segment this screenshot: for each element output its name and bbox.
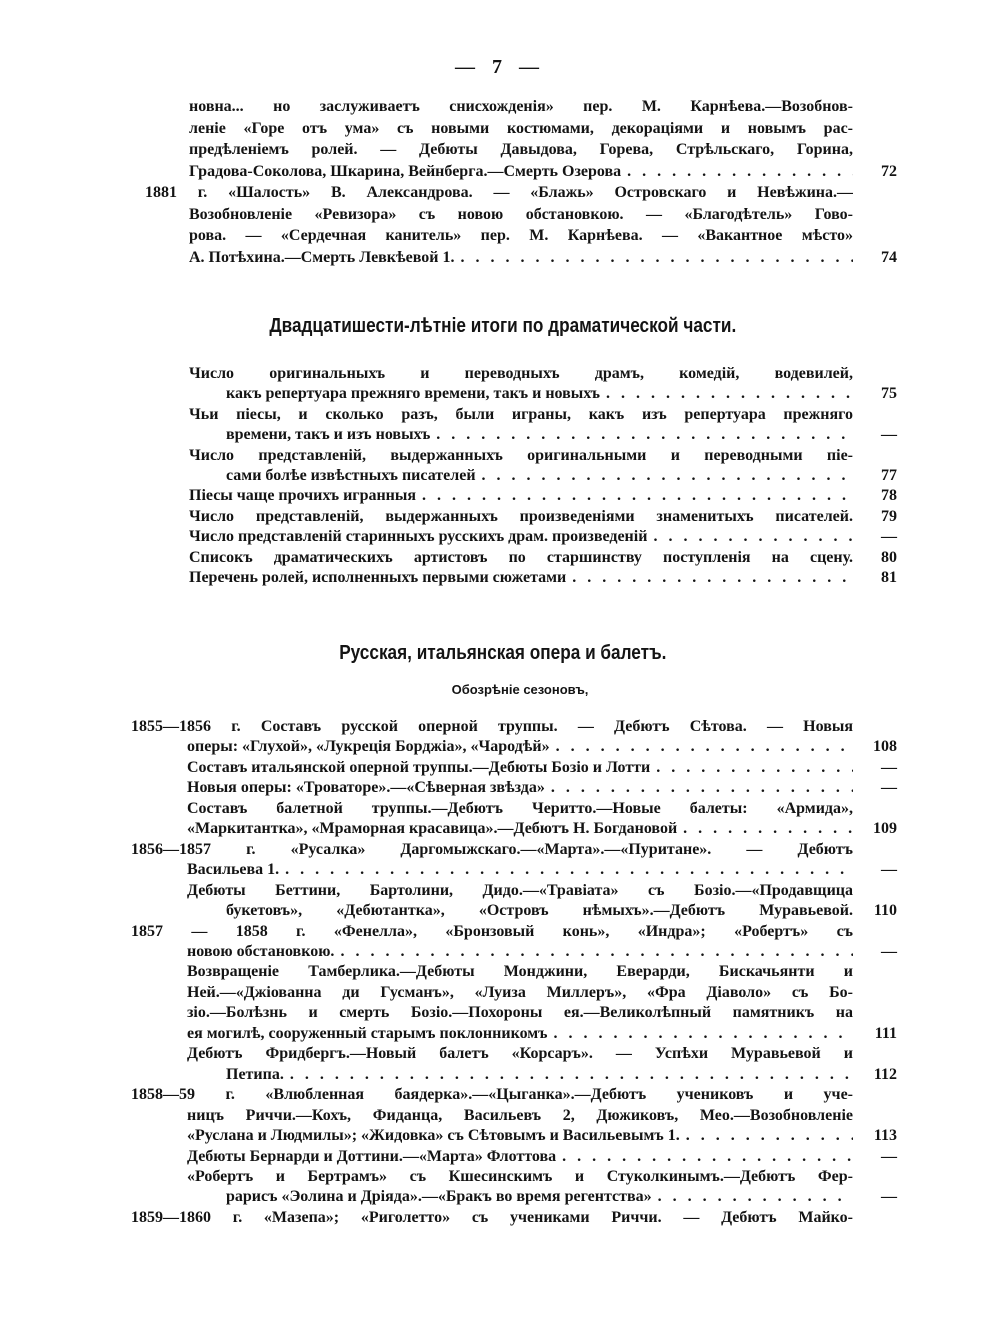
toc-entry-text: Васильева 1. — [187, 861, 280, 879]
toc-entry-text: Піесы чаще прочихъ игранныя — [189, 487, 417, 505]
toc-entry-text: 1858—59 г. «Влюбленная баядерка».—«Цыганка».—Дебютъ учениковъ и уче- — [131, 1086, 853, 1104]
toc-line — [0, 717, 1000, 737]
toc-entry-text: Число оригинальныхъ и переводныхъ драмъ, комедій, водевилей, — [189, 365, 853, 382]
dot-leader — [482, 466, 853, 486]
toc-page-number: 108 — [873, 738, 897, 756]
toc-line — [0, 778, 1000, 798]
toc-line — [0, 548, 1000, 568]
toc-section-drama-totals — [0, 364, 1000, 588]
toc-section-opera-ballet — [0, 717, 1000, 1228]
toc-entry-body — [187, 1003, 853, 1023]
toc-line — [0, 446, 1000, 466]
toc-entry-body — [189, 527, 853, 547]
dot-leader — [556, 737, 853, 757]
toc-entry-text: Дебютъ Фридбергъ.—Новый балетъ «Корсаръ». — Успѣхи Муравьевой и — [187, 1045, 853, 1063]
toc-entry-body — [187, 1044, 853, 1064]
toc-entry-text: Число представленій, выдержанныхъ оригинальными и переводными пie- — [189, 446, 853, 464]
toc-entry-body — [187, 778, 853, 798]
toc-entry-body — [187, 1024, 853, 1044]
toc-line — [0, 1106, 1000, 1126]
page-number: — 7 — — [455, 56, 545, 78]
toc-page-number: — — [881, 942, 897, 960]
toc-line — [0, 139, 1000, 161]
toc-entry-text: Возвращеніе Тамберлика.—Дебюты Монджини, Еверарди, Бискачьянти и — [187, 963, 853, 981]
toc-page-number: 112 — [873, 1065, 897, 1083]
toc-entry-body — [145, 182, 853, 204]
dot-leader — [554, 1024, 854, 1044]
dot-leader — [422, 486, 853, 506]
toc-line — [0, 182, 1000, 204]
toc-entry-body — [187, 962, 853, 982]
toc-entry-text: Составъ балетной труппы.—Дебютъ Черитто.—Новые балеты: «Армида», — [187, 799, 853, 817]
toc-page-number: — — [881, 426, 897, 444]
toc-line — [0, 425, 1000, 445]
dot-leader — [460, 247, 853, 269]
toc-entry-body — [187, 881, 853, 901]
toc-entry-body — [189, 204, 853, 226]
toc-line — [0, 225, 1000, 247]
toc-entry-body — [226, 901, 853, 921]
toc-line — [0, 527, 1000, 547]
toc-page-number: 80 — [881, 548, 897, 566]
toc-line — [0, 568, 1000, 588]
toc-entry-body — [189, 548, 853, 568]
dot-leader — [606, 384, 853, 404]
toc-entry-text: 1881 г. «Шалость» В. Александрова. — «Блажь» Островскаго и Невѣжина.— — [145, 184, 853, 201]
toc-line — [0, 1147, 1000, 1167]
toc-entry-text: Новыя оперы: «Троваторе».—«Сѣверная звѣзда» — [187, 779, 545, 797]
toc-entry-body — [189, 568, 853, 588]
dot-leader — [627, 161, 853, 183]
toc-line — [0, 161, 1000, 183]
toc-page-number: 79 — [881, 507, 897, 525]
toc-entry-text: 1859—1860 г. «Мазепа»; «Риголетто» съ учениками Риччи. — Дебютъ Майко- — [131, 1208, 853, 1226]
toc-entry-body — [131, 922, 853, 942]
toc-page-number: — — [881, 758, 897, 776]
toc-page-number: 77 — [881, 466, 897, 484]
toc-line — [0, 1167, 1000, 1187]
toc-page-number: 72 — [881, 162, 897, 180]
toc-line — [0, 881, 1000, 901]
toc-entry-text: Число представленій старинныхъ русскихъ драм. произведеній — [189, 528, 648, 546]
dot-leader — [340, 942, 853, 962]
toc-entry-text: сами болѣе извѣстныхъ писателей — [226, 466, 476, 484]
toc-line — [0, 1187, 1000, 1207]
toc-entry-text: 1856—1857 г. «Русалка» Даргомыжскаго.—«Марта».—«Пуритане». — Дебютъ — [131, 840, 853, 858]
toc-page-number: — — [881, 779, 897, 797]
toc-entry-text: леніе «Горе отъ ума» съ новыми костюмами, декораціями и новымъ рас- — [189, 119, 853, 137]
toc-line — [0, 758, 1000, 778]
toc-entry-body — [187, 1167, 853, 1187]
toc-entry-body — [187, 860, 853, 880]
toc-entry-text: зіо.—Болѣзнь и смерть Бозіо.—Похороны ея.—Великолѣпный памятникъ на — [187, 1004, 853, 1022]
toc-entry-body — [187, 737, 853, 757]
toc-entry-text: Число представленій, выдержанныхъ произведеніями знаменитыхъ писателей. — [189, 507, 853, 525]
toc-line — [0, 860, 1000, 880]
toc-page-number: — — [881, 528, 897, 546]
toc-entry-text: Перечень ролей, исполненныхъ первыми сюжетами — [189, 568, 567, 586]
toc-entry-body — [187, 758, 853, 778]
toc-line — [0, 922, 1000, 942]
toc-line — [0, 507, 1000, 527]
dot-leader — [436, 425, 853, 445]
toc-page-number: 78 — [881, 487, 897, 505]
toc-page-number: 113 — [873, 1127, 897, 1145]
toc-entry-body — [187, 1147, 853, 1167]
toc-entry-body — [187, 942, 853, 962]
toc-entry-body — [189, 118, 853, 140]
toc-line — [0, 1044, 1000, 1064]
toc-line — [0, 96, 1000, 118]
dot-leader — [551, 778, 853, 798]
toc-line — [0, 204, 1000, 226]
toc-line — [0, 1126, 1000, 1146]
dot-leader — [562, 1147, 853, 1167]
toc-line — [0, 799, 1000, 819]
toc-line — [0, 737, 1000, 757]
toc-line — [0, 962, 1000, 982]
dot-leader — [656, 758, 853, 778]
toc-entry-text: времени, такъ и изъ новыхъ — [226, 426, 431, 444]
toc-entry-body — [187, 819, 853, 839]
toc-entry-text: Возобновленіе «Ревизора» съ новою обстановкою. — «Благодѣтель» Гово- — [189, 205, 853, 223]
section-heading-drama-totals: Двадцатишести-лѣтніе итоги по драматической части. — [269, 315, 737, 337]
toc-entry-body — [187, 1126, 853, 1146]
toc-line — [0, 1208, 1000, 1228]
toc-entry-text: Составъ итальянской оперной труппы.—Дебюты Бозіо и Лотти — [187, 758, 651, 776]
toc-entry-body — [189, 446, 853, 466]
toc-entry-text: Дебюты Беттини, Бартолини, Дидо.—«Травіата» съ Бозіо.—«Продавщица — [187, 881, 853, 899]
toc-entry-body — [187, 983, 853, 1003]
toc-line — [0, 819, 1000, 839]
dot-leader — [572, 568, 853, 588]
toc-section-drama-seasons — [0, 96, 1000, 268]
toc-line — [0, 840, 1000, 860]
toc-entry-body — [189, 139, 853, 161]
toc-page-number: 75 — [881, 385, 897, 403]
toc-page-number: 109 — [873, 820, 897, 838]
toc-page-number: 81 — [881, 568, 897, 586]
toc-line — [0, 942, 1000, 962]
toc-entry-body — [189, 225, 853, 247]
toc-line — [0, 486, 1000, 506]
toc-entry-text: рова. — «Сердечная канитель» пер. М. Карнѣева. — «Вакантное мѣсто» — [189, 227, 853, 244]
toc-line — [0, 1085, 1000, 1105]
toc-entry-text: Градова-Соколова, Шкарина, Вейнберга.—Смерть Озерова — [189, 162, 622, 180]
toc-entry-body — [131, 717, 853, 737]
toc-entry-text: предѣленіемъ ролей. — Дебюты Давыдова, Горева, Стрѣльскаго, Горина, — [189, 141, 853, 158]
toc-entry-body — [189, 161, 853, 183]
toc-entry-body — [226, 384, 853, 404]
toc-line — [0, 384, 1000, 404]
toc-entry-body — [189, 364, 853, 384]
toc-entry-text: новою обстановкою. — [187, 942, 335, 960]
toc-entry-text: Петипа. — [226, 1065, 284, 1083]
toc-entry-text: ницъ Риччи.—Кохъ, Фиданца, Васильевъ 2, Дюжиковъ, Мео.—Возобновленіе — [187, 1106, 853, 1124]
toc-entry-body — [226, 425, 853, 445]
dot-leader — [290, 1065, 853, 1085]
toc-entry-text: ея могилѣ, сооруженный старымъ поклонникомъ — [187, 1024, 548, 1042]
toc-page-number: 74 — [881, 248, 897, 266]
toc-entry-body — [226, 466, 853, 486]
toc-entry-body — [189, 405, 853, 425]
toc-entry-text: какъ репертуара прежняго времени, такъ и новыхъ — [226, 385, 600, 403]
toc-entry-text: Дебюты Бернарди и Доттини.—«Марта» Флоттова — [187, 1147, 557, 1165]
dot-leader — [683, 819, 853, 839]
toc-line — [0, 364, 1000, 384]
toc-entry-body — [131, 1085, 853, 1105]
section-subheading-seasons: Обозрѣніе сезоновъ, — [451, 682, 589, 697]
toc-entry-body — [226, 1065, 853, 1085]
toc-entry-text: букетовъ», «Дебютантка», «Островъ нѣмыхъ».—Дебютъ Муравьевой. — [226, 902, 853, 920]
toc-line — [0, 405, 1000, 425]
toc-entry-text: оперы: «Глухой», «Лукреція Борджіа», «Чародѣй» — [187, 738, 550, 756]
toc-entry-text: Списокъ драматическихъ артистовъ по старшинству поступленія на сцену. — [189, 548, 853, 566]
toc-entry-text: «Руслана и Людмилы»; «Жидовка» съ Сѣтовымъ и Васильевымъ 1. — [187, 1127, 680, 1145]
toc-line — [0, 1003, 1000, 1023]
toc-entry-body — [189, 96, 853, 118]
toc-entry-text: рарисъ «Эолина и Дріяда».—«Бракъ во время регентства» — [226, 1188, 652, 1206]
toc-entry-body — [131, 1208, 853, 1228]
toc-entry-body — [189, 247, 853, 269]
toc-entry-text: Чьи піесы, и сколько разъ, были играны, какъ изъ репертуара прежняго — [189, 405, 853, 423]
toc-entry-body — [131, 840, 853, 860]
toc-entry-body — [189, 486, 853, 506]
toc-entry-text: «Маркитантка», «Мраморная красавица».—Дебютъ Н. Богдановой — [187, 820, 678, 838]
dot-leader — [686, 1126, 853, 1146]
toc-entry-text: А. Потѣхина.—Смерть Левкѣевой 1. — [189, 248, 455, 266]
toc-entry-body — [187, 1106, 853, 1126]
toc-line — [0, 466, 1000, 486]
toc-page-number: 110 — [873, 902, 897, 920]
toc-entry-body — [226, 1187, 853, 1207]
toc-entry-text: новна... но заслуживаетъ снисхожденія» пер. М. Карнѣева.—Возобнов- — [189, 98, 853, 115]
toc-page-number: — — [881, 861, 897, 879]
toc-page-number: — — [881, 1188, 897, 1206]
toc-entry-body — [187, 799, 853, 819]
dot-leader — [658, 1187, 853, 1207]
toc-line — [0, 1065, 1000, 1085]
dot-leader — [653, 527, 853, 547]
toc-entry-text: Ней.—«Джіованна ди Гусманъ», «Луиза Миллеръ», «Фра Діаволо» съ Бо- — [187, 983, 853, 1001]
toc-entry-text: 1857 — 1858 г. «Фенелла», «Бронзовый конь», «Индра»; «Робертъ» съ — [131, 922, 853, 940]
toc-line — [0, 983, 1000, 1003]
toc-line — [0, 247, 1000, 269]
toc-page-number: 111 — [874, 1024, 897, 1042]
toc-page-number: — — [881, 1147, 897, 1165]
section-heading-opera-ballet: Русская, итальянская опера и балетъ. — [339, 642, 667, 664]
toc-entry-body — [189, 507, 853, 527]
toc-entry-text: «Робертъ и Бертрамъ» съ Кшесинскимъ и Стуколкинымъ.—Дебютъ Фер- — [187, 1167, 853, 1185]
toc-line — [0, 118, 1000, 140]
toc-entry-text: 1855—1856 г. Составъ русской оперной труппы. — Дебютъ Сѣтова. — Новыя — [131, 718, 853, 735]
toc-line — [0, 1024, 1000, 1044]
dot-leader — [285, 860, 853, 880]
toc-line — [0, 901, 1000, 921]
